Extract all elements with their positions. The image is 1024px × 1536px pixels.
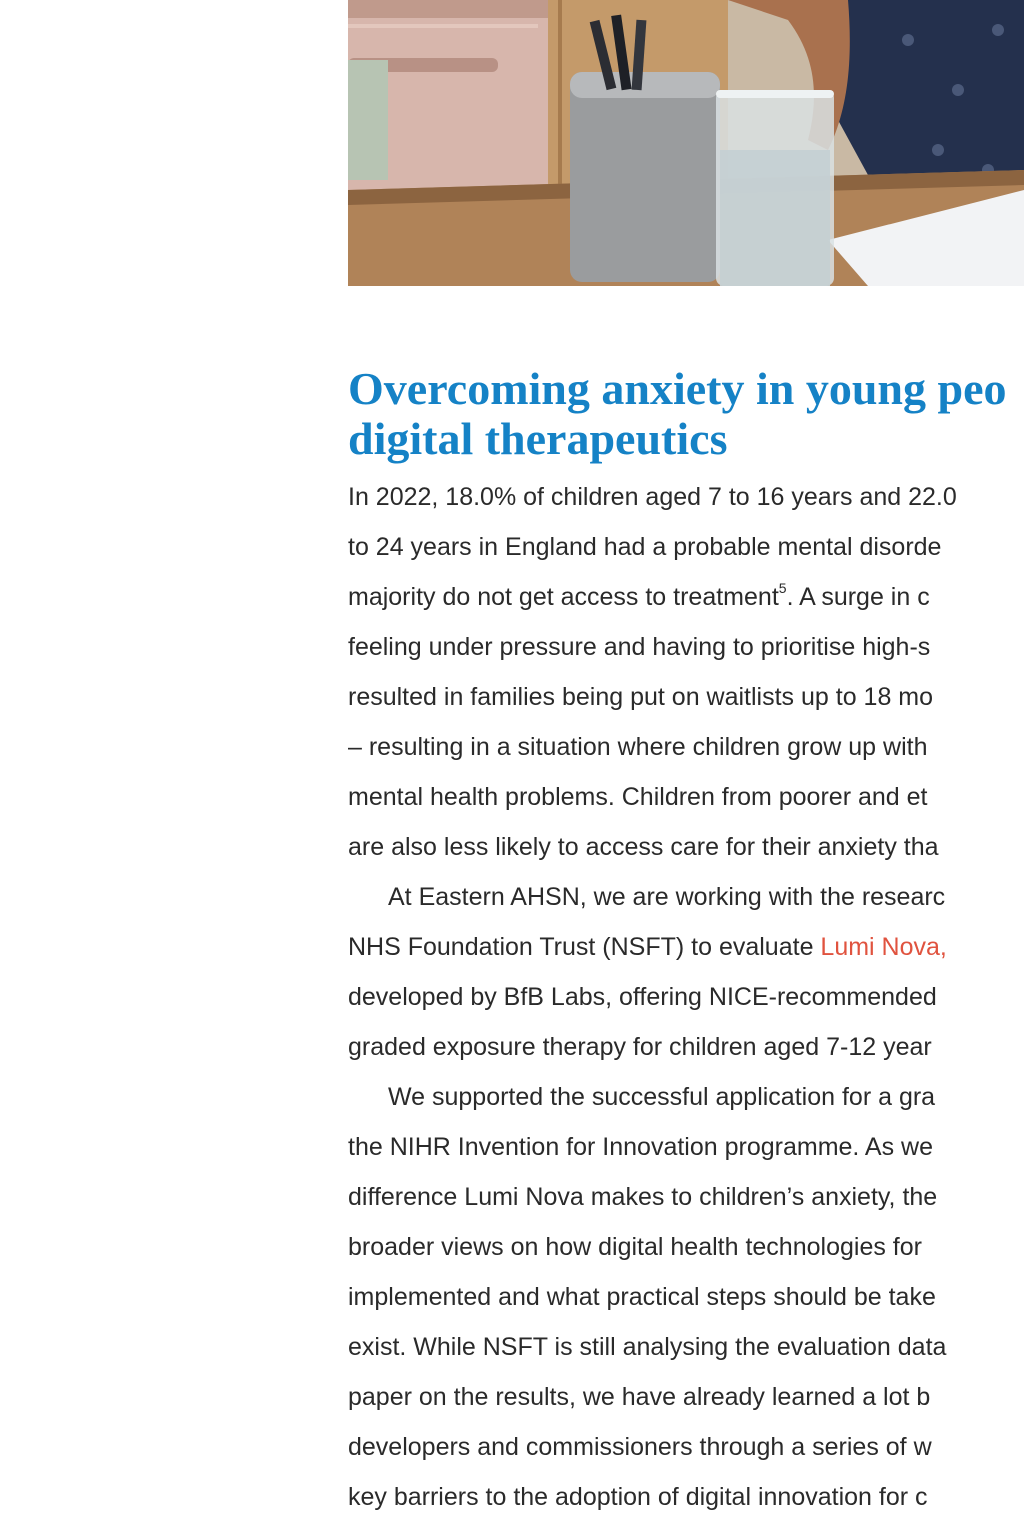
- body-line: difference Lumi Nova makes to children’s anxiety, the: [348, 1183, 938, 1211]
- heading-line-1: Overcoming anxiety in young peo: [348, 363, 1007, 414]
- article-heading: [348, 364, 1024, 464]
- body-line: feeling under pressure and having to prioritise high-s: [348, 633, 931, 661]
- body-text: . A surge in c: [786, 583, 930, 611]
- body-text: majority do not get access to treatment: [348, 583, 779, 611]
- body-line: In 2022, 18.0% of children aged 7 to 16 years and 22.0: [348, 483, 957, 511]
- desk-scene-illustration: [348, 0, 1024, 286]
- body-line: [348, 922, 1024, 972]
- body-line: resulted in families being put on waitlists up to 18 mo: [348, 683, 934, 711]
- body-line: graded exposure therapy for children aged 7-12 year: [348, 1033, 932, 1061]
- body-line: implemented and what practical steps should be take: [348, 1283, 936, 1311]
- body-line: – resulting in a situation where children grow up with: [348, 733, 928, 761]
- body-line: [348, 572, 1024, 622]
- article-photo: [348, 0, 1024, 286]
- body-line: paper on the results, we have already learned a lot b: [348, 1383, 931, 1411]
- heading-line-2: digital therapeutics: [348, 413, 728, 464]
- article-body: [348, 472, 1024, 1522]
- body-line: broader views on how digital health technologies for: [348, 1233, 922, 1261]
- body-line: to 24 years in England had a probable mental disorde: [348, 533, 942, 561]
- body-line: At Eastern AHSN, we are working with the researc: [388, 883, 946, 911]
- body-line: developers and commissioners through a series of w: [348, 1433, 932, 1461]
- body-line: the NIHR Invention for Innovation programme. As we: [348, 1133, 934, 1161]
- body-line: developed by BfB Labs, offering NICE-recommended: [348, 983, 937, 1011]
- body-line: key barriers to the adoption of digital innovation for c: [348, 1483, 928, 1511]
- body-line: are also less likely to access care for their anxiety tha: [348, 833, 939, 861]
- body-line: We supported the successful application for a gra: [388, 1083, 936, 1111]
- lumi-nova-link[interactable]: Lumi Nova,: [820, 933, 947, 961]
- footnote-marker: 5: [778, 580, 787, 596]
- body-line: mental health problems. Children from poorer and et: [348, 783, 928, 811]
- body-line: exist. While NSFT is still analysing the evaluation data: [348, 1333, 947, 1361]
- body-text: NHS Foundation Trust (NSFT) to evaluate: [348, 933, 821, 961]
